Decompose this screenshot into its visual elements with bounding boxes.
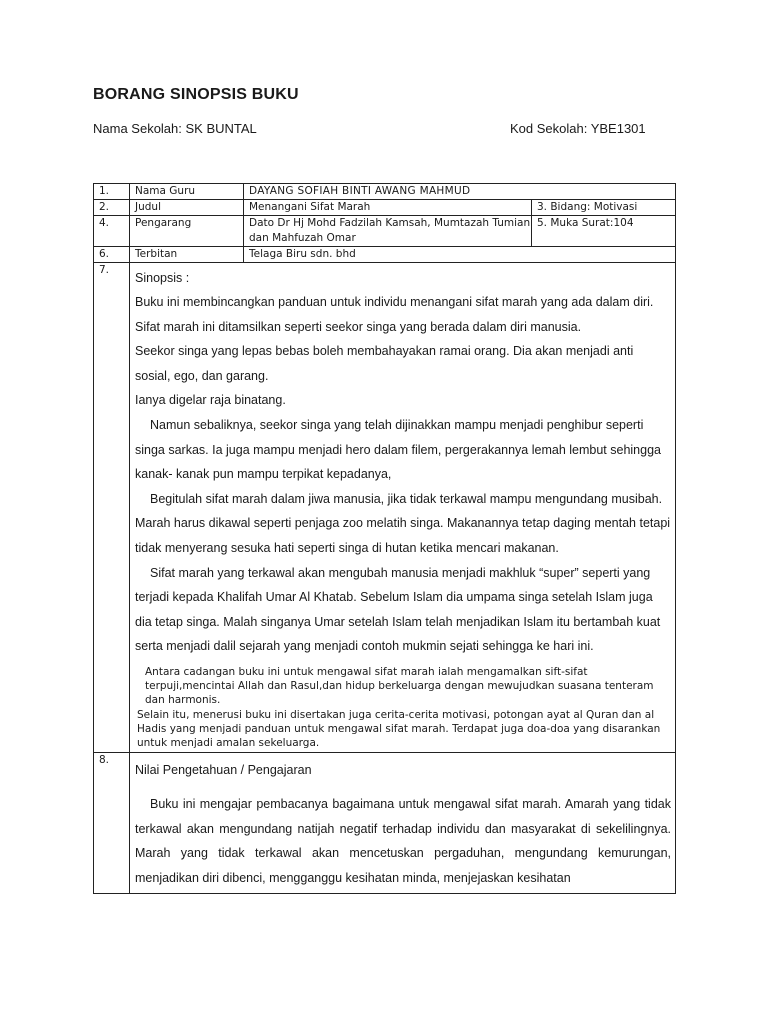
row-number: 7. bbox=[94, 263, 130, 753]
synopsis-paragraph: Begitulah sifat marah dalam jiwa manusia, jika tidak terkawal mampu mengundang musibah. Marah harus dikawal seperti penjaga zoo melatih singa. Makanannya tetap daging mentah tetapi tidak menyerang sesuka hati seperti singa di hutan ketika mencari makanan. bbox=[135, 491, 671, 555]
values-heading: Nilai Pengetahuan / Pengajaran bbox=[135, 763, 312, 778]
form-title: BORANG SINOPSIS BUKU bbox=[93, 86, 299, 103]
synopsis-paragraph: Ianya digelar raja binatang. bbox=[135, 393, 286, 408]
book-pages: 5. Muka Surat:104 bbox=[532, 216, 676, 247]
values-paragraph: Buku ini mengajar pembacanya bagaimana untuk mengawal sifat marah. Amarah yang tidak terkawal akan mengundang natijah negatif terhadap individu dan masyarakat di sekelilingnya. Marah yang tidak terkawal akan mencetuskan pergaduhan, mengundang kemurungan, menjadikan diri dibenci, mengganggu kesihatan minda, menjejaskan kesihatan bbox=[135, 797, 671, 885]
book-author: Dato Dr Hj Mohd Fadzilah Kamsah, Mumtazah Tumian dan Mahfuzah Omar bbox=[244, 216, 532, 247]
row-author bbox=[94, 216, 676, 247]
synopsis-note: Antara cadangan buku ini untuk mengawal sifat marah ialah mengamalkan sift-sifat terpuji,mencintai Allah dan Rasul,dan hidup berkeluarga dengan mewujudkan suasana tenteram dan harmonis. bbox=[145, 665, 654, 707]
school-name: Nama Sekolah: SK BUNTAL bbox=[93, 121, 257, 136]
row-publisher bbox=[94, 247, 676, 263]
row-values bbox=[94, 753, 676, 893]
row-label: Pengarang bbox=[130, 216, 244, 247]
synopsis-paragraph: Seekor singa yang lepas bebas boleh membahayakan ramai orang. Dia akan menjadi anti sosial, ego, dan garang. bbox=[135, 344, 634, 383]
row-label: Judul bbox=[130, 200, 244, 216]
book-publisher: Telaga Biru sdn. bhd bbox=[244, 247, 676, 263]
synopsis-form-table bbox=[93, 183, 676, 894]
values-cell bbox=[130, 753, 676, 893]
synopsis-heading: Sinopsis : bbox=[135, 271, 190, 285]
row-teacher bbox=[94, 184, 676, 200]
teacher-name: DAYANG SOFIAH BINTI AWANG MAHMUD bbox=[244, 184, 676, 200]
book-title: Menangani Sifat Marah bbox=[244, 200, 532, 216]
synopsis-paragraph: Sifat marah yang terkawal akan mengubah manusia menjadi makhluk “super” seperti yang terjadi kepada Khalifah Umar Al Khatab. Sebelum Islam dia umpama singa setelah Islam juga dia tetap singa. Malah singanya Umar setelah Islam telah menjadikan Islam itu bertambah kuat serta menjadi dalil sejarah yang menjadi contoh mukmin sejati sehingga ke hari ini. bbox=[135, 565, 661, 654]
row-title bbox=[94, 200, 676, 216]
row-number: 1. bbox=[94, 184, 130, 200]
synopsis-note: Selain itu, menerusi buku ini disertakan juga cerita-cerita motivasi, potongan ayat al Quran dan al Hadis yang menjadi panduan untuk mengawal sifat marah. Terdapat juga doa-doa yang disarankan untuk menjadi amalan sekeluarga. bbox=[137, 708, 661, 749]
synopsis-paragraph: Namun sebaliknya, seekor singa yang telah dijinakkan mampu menjadi penghibur seperti singa sarkas. Ia juga mampu menjadi hero dalam filem, pergerakannya lemah lembut sehingga kanak- kanak pun mampu terpikat kepadanya, bbox=[135, 417, 661, 482]
row-number: 2. bbox=[94, 200, 130, 216]
row-label: Nama Guru bbox=[130, 184, 244, 200]
synopsis-paragraph: Buku ini membincangkan panduan untuk individu menangani sifat marah yang ada dalam diri. Sifat marah ini ditamsilkan seperti seekor singa yang berada dalam diri manusia. bbox=[135, 295, 654, 334]
row-number: 6. bbox=[94, 247, 130, 263]
school-code: Kod Sekolah: YBE1301 bbox=[510, 121, 646, 136]
row-synopsis bbox=[94, 263, 676, 753]
row-number: 8. bbox=[94, 753, 130, 893]
row-label: Terbitan bbox=[130, 247, 244, 263]
synopsis-cell bbox=[130, 263, 676, 753]
row-number: 4. bbox=[94, 216, 130, 247]
book-field: 3. Bidang: Motivasi bbox=[532, 200, 676, 216]
